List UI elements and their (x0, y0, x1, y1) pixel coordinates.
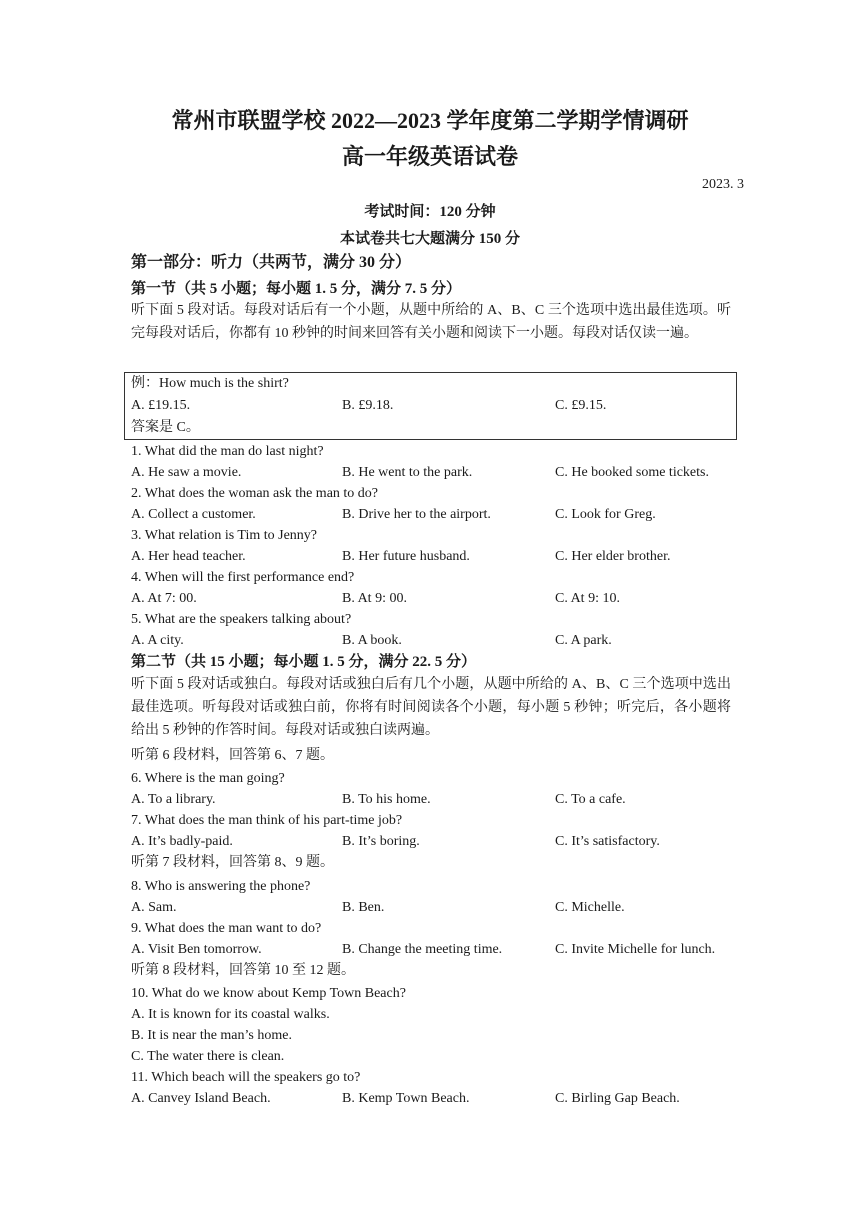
example-option-a: A. £19.15. (131, 398, 191, 413)
option-c: C. Birling Gap Beach. (555, 1091, 680, 1106)
section2-instructions: 听下面 5 段对话或独白。每段对话或独白后有几个小题，从题中所给的 A、B、C 三个选项中选出最佳选项。听每段对话或独白前，你将有时间阅读各个小题，每小题 5 秒钟；听完后，各小题将给出 5 秒钟的作答时间。每段对话或独白读两遍。 (131, 677, 731, 738)
option-b: B. To his home. (342, 792, 431, 807)
option-a: A. At 7: 00. (131, 591, 197, 606)
option-c: C. Look for Greg. (555, 507, 656, 522)
option-c: C. Her elder brother. (555, 549, 671, 564)
material-note: 听第 7 段材料，回答第 8、9 题。 (131, 855, 334, 870)
example-option-c: C. £9.15. (555, 398, 607, 413)
option-b: B. Drive her to the airport. (342, 507, 491, 522)
option-c: C. The water there is clean. (131, 1049, 285, 1064)
question: 5. What are the speakers talking about? (131, 612, 352, 627)
option-c: C. Invite Michelle for lunch. (555, 942, 716, 957)
option-c: C. Michelle. (555, 900, 625, 915)
question: 3. What relation is Tim to Jenny? (131, 528, 318, 543)
exam-title: 常州市联盟学校 2022—2023 学年度第二学期学情调研 (171, 108, 689, 133)
option-b: B. It is near the man’s home. (131, 1028, 292, 1043)
option-b: B. A book. (342, 633, 402, 648)
example-answer: 答案是 C。 (131, 420, 200, 435)
question: 11. Which beach will the speakers go to? (131, 1070, 361, 1085)
exam-date: 2023. 3 (702, 177, 744, 192)
option-a: A. It is known for its coastal walks. (131, 1007, 330, 1022)
section1-heading: 第一节（共 5 小题；每小题 1. 5 分，满分 7. 5 分） (131, 281, 462, 297)
option-a: A. Visit Ben tomorrow. (131, 942, 262, 957)
option-b: B. It’s boring. (342, 834, 420, 849)
material-note: 听第 8 段材料，回答第 10 至 12 题。 (131, 963, 355, 978)
option-c: C. It’s satisfactory. (555, 834, 660, 849)
exam-time: 考试时间：120 分钟 (364, 204, 496, 220)
option-a: A. Canvey Island Beach. (131, 1091, 271, 1106)
option-a: A. Collect a customer. (131, 507, 256, 522)
example-question: 例：How much is the shirt? (131, 376, 289, 391)
option-b: B. Her future husband. (342, 549, 470, 564)
option-b: B. Ben. (342, 900, 385, 915)
option-c: C. To a cafe. (555, 792, 626, 807)
option-b: B. Change the meeting time. (342, 942, 503, 957)
option-a: A. Her head teacher. (131, 549, 246, 564)
section1-instructions: 听下面 5 段对话。每段对话后有一个小题，从题中所给的 A、B、C 三个选项中选出最佳选项。听完每段对话后，你都有 10 秒钟的时间来回答有关小题和阅读下一小题。每段对话仅读一遍。 (131, 303, 731, 341)
option-a: A. He saw a movie. (131, 465, 242, 480)
question: 4. When will the first performance end? (131, 570, 355, 585)
option-a: A. Sam. (131, 900, 177, 915)
option-c: C. A park. (555, 633, 612, 648)
section2-heading: 第二节（共 15 小题；每小题 1. 5 分，满分 22. 5 分） (131, 654, 477, 670)
option-c: C. At 9: 10. (555, 591, 620, 606)
question: 7. What does the man think of his part-time job? (131, 813, 403, 828)
question: 8. Who is answering the phone? (131, 879, 311, 894)
score-note: 本试卷共七大题满分 150 分 (339, 231, 520, 247)
option-c: C. He booked some tickets. (555, 465, 709, 480)
option-a: A. It’s badly-paid. (131, 834, 233, 849)
option-b: B. Kemp Town Beach. (342, 1091, 470, 1106)
question: 2. What does the woman ask the man to do? (131, 486, 379, 501)
option-b: B. He went to the park. (342, 465, 473, 480)
exam-subtitle: 高一年级英语试卷 (341, 144, 518, 169)
part1-heading: 第一部分：听力（共两节，满分 30 分） (131, 254, 412, 271)
option-a: A. To a library. (131, 792, 216, 807)
option-a: A. A city. (131, 633, 184, 648)
material-note: 听第 6 段材料，回答第 6、7 题。 (131, 748, 334, 763)
question: 1. What did the man do last night? (131, 444, 324, 459)
question: 9. What does the man want to do? (131, 921, 322, 936)
question: 10. What do we know about Kemp Town Beach? (131, 986, 406, 1001)
example-option-b: B. £9.18. (342, 398, 394, 413)
option-b: B. At 9: 00. (342, 591, 407, 606)
question: 6. Where is the man going? (131, 771, 285, 786)
